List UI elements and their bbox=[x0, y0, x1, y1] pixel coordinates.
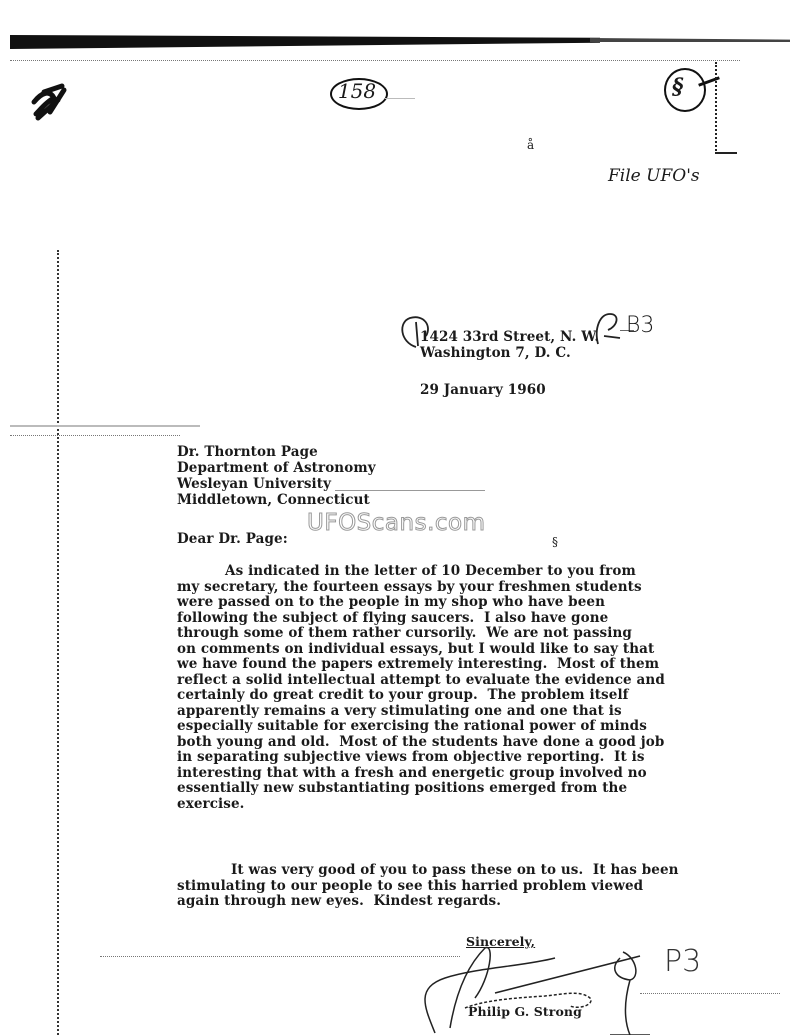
address-annotation: B3 bbox=[626, 313, 655, 338]
scan-smudge-mark: § bbox=[552, 535, 558, 549]
corner-bracket-horizontal bbox=[715, 152, 737, 154]
scan-dotted-line bbox=[10, 60, 740, 61]
sender-address-line-2: Washington 7, D. C. bbox=[420, 345, 571, 361]
paragraph-1-line: through some of them rather cursorily. We are not passing bbox=[177, 625, 632, 641]
corner-bracket-vertical bbox=[715, 62, 717, 154]
recipient-department: Department of Astronomy bbox=[177, 460, 376, 476]
watermark: UFOScans.com bbox=[307, 510, 486, 536]
recipient-name: Dr. Thornton Page bbox=[177, 444, 318, 460]
letter-date: 29 January 1960 bbox=[420, 382, 546, 398]
paragraph-1-line: we have found the papers extremely interesting. Most of them bbox=[177, 656, 660, 672]
body-paragraph-2 bbox=[177, 863, 679, 910]
paragraph-1-line: essentially new substantiating positions emerged from the bbox=[177, 780, 628, 796]
paragraph-1-line: exercise. bbox=[177, 795, 245, 812]
closing: Sincerely, bbox=[466, 934, 536, 949]
small-scan-mark: å bbox=[527, 138, 535, 152]
paragraph-1-line: interesting that with a fresh and energetic group involved no bbox=[177, 764, 647, 781]
paragraph-1-line: my secretary, the fourteen essays by your freshmen students bbox=[177, 578, 642, 595]
paragraph-1-line: reflect a solid intellectual attempt to evaluate the evidence and bbox=[177, 671, 665, 688]
page-number-tail bbox=[385, 98, 415, 99]
paragraph-2-line: stimulating to our people to see this harried problem viewed bbox=[177, 877, 644, 894]
signer-name: Philip G. Strong bbox=[468, 1004, 582, 1019]
sender-address-line-1: 1424 33rd Street, N. W. bbox=[420, 329, 600, 345]
margin-dotted-line bbox=[10, 435, 180, 436]
recipient-underline bbox=[335, 490, 485, 491]
scan-edge-bar bbox=[10, 35, 600, 49]
circled-mark-oval bbox=[664, 68, 706, 112]
margin-tick-line bbox=[10, 425, 200, 427]
paragraph-1-line: in separating subjective views from objective reporting. It is bbox=[177, 749, 645, 765]
paragraph-1-line: both young and old. Most of the students have done a good job bbox=[177, 733, 665, 750]
address-bracket-mark-icon bbox=[396, 312, 436, 352]
circled-mark: § bbox=[672, 74, 684, 100]
left-margin-line bbox=[57, 250, 59, 1035]
paragraph-2-line: It was very good of you to pass these on to us. It has been bbox=[231, 862, 679, 878]
paragraph-1-line: were passed on to the people in my shop who have been bbox=[177, 594, 606, 610]
paragraph-2-line: again through new eyes. Kindest regards. bbox=[177, 893, 502, 909]
paragraph-1-line: following the subject of flying saucers. I also have gone bbox=[177, 609, 609, 626]
scribble-mark-icon bbox=[28, 80, 68, 125]
recipient-city: Middletown, Connecticut bbox=[177, 492, 370, 508]
recipient-institution: Wesleyan University bbox=[177, 476, 332, 492]
scan-edge-bar-tail bbox=[590, 38, 790, 42]
address-loop-mark-icon bbox=[590, 308, 630, 348]
signature-annotation: P3 bbox=[664, 944, 702, 979]
paragraph-1-line: apparently remains a very stimulating one and one that is bbox=[177, 702, 622, 719]
handwritten-signature-icon bbox=[405, 938, 665, 1035]
file-note-handwritten: File UFO's bbox=[608, 166, 700, 186]
paragraph-1-line: on comments on individual essays, but I would like to say that bbox=[177, 640, 655, 657]
paragraph-1-line: especially suitable for exercising the rational power of minds bbox=[177, 718, 647, 734]
body-paragraph-1 bbox=[177, 564, 665, 812]
paragraph-1-line: certainly do great credit to your group. The problem itself bbox=[177, 687, 629, 703]
signature-right-dotted-line bbox=[640, 993, 780, 994]
paragraph-1-line: As indicated in the letter of 10 December to you from bbox=[225, 563, 636, 579]
page-number: 158 bbox=[337, 79, 377, 103]
salutation: Dear Dr. Page: bbox=[177, 531, 288, 547]
